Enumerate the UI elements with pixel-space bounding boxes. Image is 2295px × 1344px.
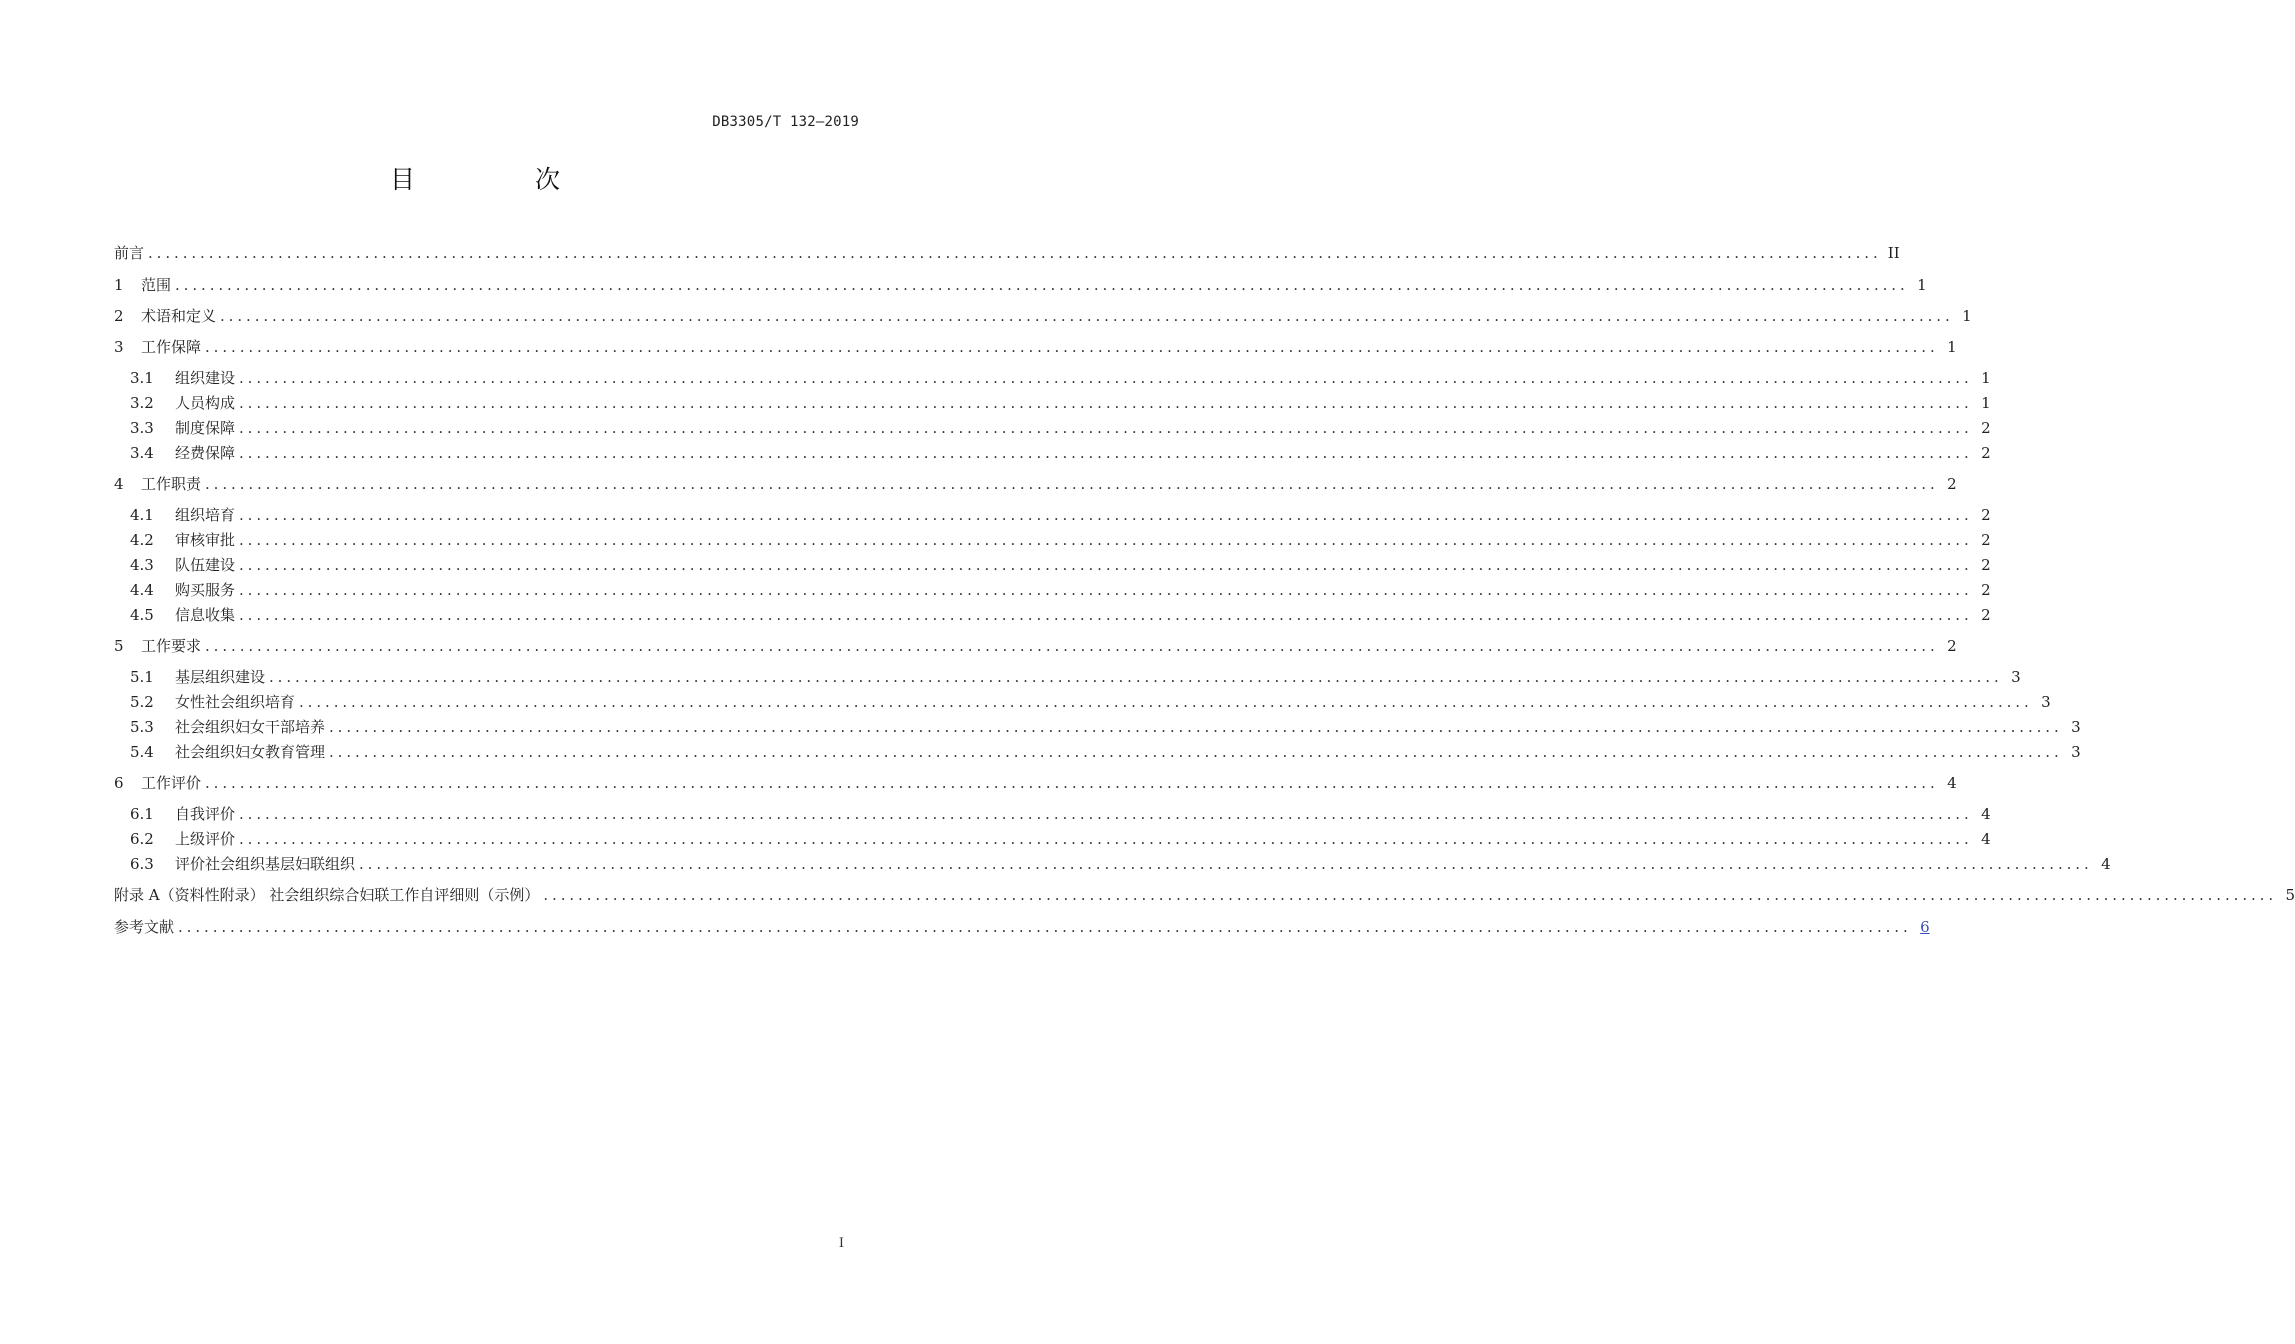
toc-entry[interactable] xyxy=(114,242,1900,264)
toc-entry-number: 5.4 xyxy=(130,743,154,761)
toc-entry-number: 4.4 xyxy=(130,581,154,599)
toc-entry-number: 3.2 xyxy=(130,394,154,412)
toc-entry[interactable] xyxy=(130,741,2081,763)
toc-entry-page: 4 xyxy=(2101,855,2111,873)
toc-dot-leader: ........................................................................................................................................................................................................ xyxy=(359,855,2093,873)
toc-entry-number: 4.3 xyxy=(130,556,154,574)
toc-entry-number: 5.3 xyxy=(130,718,154,736)
toc-entry-label: 信息收集 xyxy=(175,606,236,624)
toc-dot-leader: ........................................................................................................................................................................................................ xyxy=(205,338,1939,356)
toc-entry-label: 组织培育 xyxy=(175,506,236,524)
toc-entry-label: 参考文献 xyxy=(114,918,175,936)
toc-entry-page: 2 xyxy=(1981,419,1991,437)
toc-entry-page: 4 xyxy=(1947,774,1957,792)
toc-entry-page: II xyxy=(1887,244,1900,262)
toc-dot-leader: ........................................................................................................................................................................................................ xyxy=(148,244,1882,262)
toc-entry[interactable] xyxy=(130,504,1991,526)
toc-dot-leader: ........................................................................................................................................................................................................ xyxy=(239,444,1973,462)
toc-entry-number: 5.1 xyxy=(130,668,154,686)
toc-entry-number: 3.4 xyxy=(130,444,154,462)
toc-dot-leader: ........................................................................................................................................................................................................ xyxy=(269,668,2003,686)
toc-entry-page: 2 xyxy=(1981,606,1991,624)
toc-entry-label: 社会组织妇女教育管理 xyxy=(175,743,326,761)
toc-dot-leader: ........................................................................................................................................................................................................ xyxy=(178,918,1912,936)
toc-entry-label: 审核审批 xyxy=(175,531,236,549)
toc-entry[interactable] xyxy=(114,772,1957,794)
toc-dot-leader: ........................................................................................................................................................................................................ xyxy=(239,394,1973,412)
toc-entry-number: 3.1 xyxy=(130,369,154,387)
toc-entry[interactable] xyxy=(114,635,1957,657)
toc-entry-page: 2 xyxy=(1981,506,1991,524)
toc-dot-leader: ........................................................................................................................................................................................................ xyxy=(205,475,1939,493)
toc-entry-label: 术语和定义 xyxy=(141,307,217,325)
toc-entry[interactable] xyxy=(130,666,2021,688)
toc-entry-number: 4 xyxy=(114,475,124,493)
toc-entry[interactable] xyxy=(114,336,1957,358)
toc-entry[interactable] xyxy=(114,916,1930,938)
toc-dot-leader: ........................................................................................................................................................................................................ xyxy=(299,693,2033,711)
toc-entry-label: 基层组织建设 xyxy=(175,668,266,686)
toc-dot-leader: ........................................................................................................................................................................................................ xyxy=(220,307,1954,325)
toc-entry-page: 1 xyxy=(1981,394,1991,412)
toc-entry-page: 2 xyxy=(1981,581,1991,599)
toc-entry[interactable] xyxy=(130,604,1991,626)
toc-entry-label: 女性社会组织培育 xyxy=(175,693,296,711)
toc-page-link[interactable]: 6 xyxy=(1920,918,1930,936)
toc-entry-page: 1 xyxy=(1917,276,1927,294)
toc-entry-page: 3 xyxy=(2041,693,2051,711)
toc-entry[interactable] xyxy=(130,828,1991,850)
toc-entry[interactable] xyxy=(130,579,1991,601)
toc-entry[interactable] xyxy=(114,274,1927,296)
toc-entry-number: 5 xyxy=(114,637,124,655)
toc-entry-page: 1 xyxy=(1962,307,1972,325)
toc-entry-number: 3.3 xyxy=(130,419,154,437)
toc-entry[interactable] xyxy=(130,691,2051,713)
toc-entry-label: 组织建设 xyxy=(175,369,236,387)
toc-entry[interactable] xyxy=(130,442,1991,464)
toc-entry-number: 6.1 xyxy=(130,805,154,823)
toc-dot-leader: ........................................................................................................................................................................................................ xyxy=(239,531,1973,549)
toc-dot-leader: ........................................................................................................................................................................................................ xyxy=(239,830,1973,848)
toc-entry-page: 2 xyxy=(1981,556,1991,574)
document-code: DB3305/T 132—2019 xyxy=(712,114,859,130)
toc-entry-label: 制度保障 xyxy=(175,419,236,437)
toc-dot-leader: ........................................................................................................................................................................................................ xyxy=(205,774,1939,792)
toc-entry-number: 5.2 xyxy=(130,693,154,711)
toc-entry-label: 社会组织妇女干部培养 xyxy=(175,718,326,736)
toc-entry-number: 4.1 xyxy=(130,506,154,524)
toc-entry-number: 4.2 xyxy=(130,531,154,549)
toc-entry[interactable] xyxy=(130,392,1991,414)
toc-entry-number: 2 xyxy=(114,307,124,325)
toc-entry[interactable] xyxy=(130,803,1991,825)
toc-entry-number: 3 xyxy=(114,338,124,356)
toc-entry[interactable] xyxy=(114,473,1957,495)
toc-entry[interactable] xyxy=(130,716,2081,738)
toc-entry-label: 评价社会组织基层妇联组织 xyxy=(175,855,356,873)
toc-entry-page: 3 xyxy=(2071,743,2081,761)
toc-entry-page: 5 xyxy=(2285,886,2295,904)
toc-entry-label: 工作职责 xyxy=(141,475,202,493)
toc-entry-label: 经费保障 xyxy=(175,444,236,462)
toc-entry-page: 3 xyxy=(2071,718,2081,736)
toc-entry-label: 附录 A（资料性附录） 社会组织综合妇联工作自评细则（示例） xyxy=(114,886,540,904)
toc-dot-leader: ........................................................................................................................................................................................................ xyxy=(175,276,1909,294)
toc-dot-leader: ........................................................................................................................................................................................................ xyxy=(239,556,1973,574)
toc-entry-page: 2 xyxy=(1947,475,1957,493)
toc-dot-leader: ........................................................................................................................................................................................................ xyxy=(239,805,1973,823)
toc-entry[interactable] xyxy=(130,853,2111,875)
toc-dot-leader: ........................................................................................................................................................................................................ xyxy=(239,506,1973,524)
toc-entry[interactable] xyxy=(130,554,1991,576)
toc-entry-label: 工作保障 xyxy=(141,338,202,356)
toc-entry-label: 上级评价 xyxy=(175,830,236,848)
toc-entry-number: 6 xyxy=(114,774,124,792)
toc-entry-page: 2 xyxy=(1947,637,1957,655)
toc-dot-leader: ........................................................................................................................................................................................................ xyxy=(239,606,1973,624)
toc-dot-leader: ........................................................................................................................................................................................................ xyxy=(239,581,1973,599)
toc-entry-number: 4.5 xyxy=(130,606,154,624)
toc-entry-label: 范围 xyxy=(141,276,172,294)
toc-dot-leader: ........................................................................................................................................................................................................ xyxy=(205,637,1939,655)
toc-dot-leader: ........................................................................................................................................................................................................ xyxy=(239,419,1973,437)
toc-dot-leader: ........................................................................................................................................................................................................ xyxy=(329,743,2063,761)
toc-entry-page: 4 xyxy=(1981,805,1991,823)
toc-dot-leader: ........................................................................................................................................................................................................ xyxy=(329,718,2063,736)
toc-entry-page: 2 xyxy=(1981,444,1991,462)
toc-entry-page: 1 xyxy=(1947,338,1957,356)
toc-entry-number: 1 xyxy=(114,276,124,294)
toc-entry-page: 3 xyxy=(2011,668,2021,686)
toc-entry-page: 1 xyxy=(1981,369,1991,387)
toc-entry-number: 6.2 xyxy=(130,830,154,848)
toc-entry[interactable] xyxy=(130,417,1991,439)
toc-entry[interactable] xyxy=(114,305,1972,327)
toc-entry-label: 工作评价 xyxy=(141,774,202,792)
toc-entry-label: 队伍建设 xyxy=(175,556,236,574)
toc-entry-page: 2 xyxy=(1981,531,1991,549)
toc-dot-leader: ........................................................................................................................................................................................................ xyxy=(543,886,2277,904)
toc-entry-page: 4 xyxy=(1981,830,1991,848)
page-number: I xyxy=(838,1236,844,1251)
toc-entry-label: 前言 xyxy=(114,244,145,262)
toc-entry-label: 购买服务 xyxy=(175,581,236,599)
toc-entry-label: 工作要求 xyxy=(141,637,202,655)
page-title: 目 次 xyxy=(390,165,616,194)
toc-entry[interactable] xyxy=(130,529,1991,551)
toc-entry[interactable] xyxy=(114,884,2295,906)
toc-entry-label: 人员构成 xyxy=(175,394,236,412)
toc-entry-number: 6.3 xyxy=(130,855,154,873)
toc-entry-label: 自我评价 xyxy=(175,805,236,823)
toc-dot-leader: ........................................................................................................................................................................................................ xyxy=(239,369,1973,387)
toc-entry[interactable] xyxy=(130,367,1991,389)
